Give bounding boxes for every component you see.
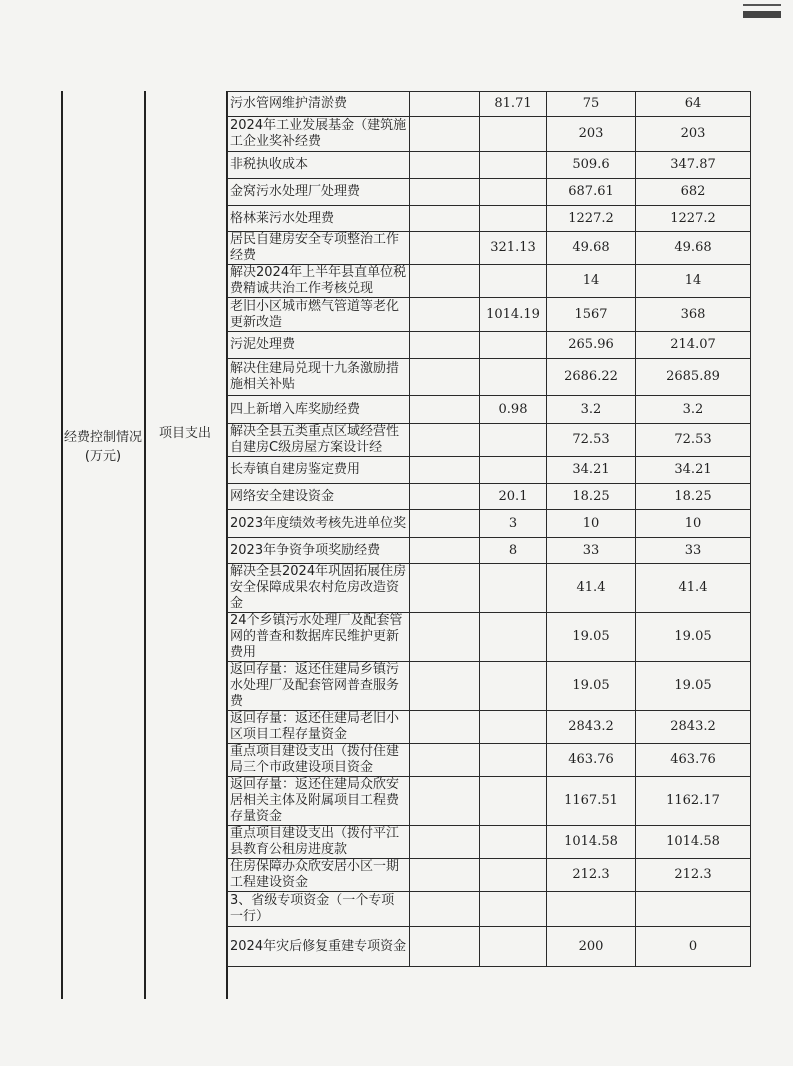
table-row xyxy=(228,232,751,265)
column3-cell: 212.3 xyxy=(547,859,636,892)
column3-cell: 2843.2 xyxy=(547,711,636,744)
column3-cell: 41.4 xyxy=(547,564,636,613)
item-name-cell: 解决住建局兑现十九条激励措施相关补贴 xyxy=(228,359,410,396)
column1-cell xyxy=(410,927,480,967)
item-name-cell: 返回存量：返还住建局乡镇污水处理厂及配套管网普查服务费 xyxy=(228,662,410,711)
column2-cell xyxy=(480,424,547,457)
column4-cell: 19.05 xyxy=(636,662,751,711)
column3-cell: 1227.2 xyxy=(547,206,636,232)
column2-cell xyxy=(480,859,547,892)
table-row xyxy=(228,510,751,538)
item-name-cell: 网络安全建设资金 xyxy=(228,484,410,510)
category-label: 经费控制情况(万元) xyxy=(64,430,143,464)
item-name-cell: 金窝污水处理厂处理费 xyxy=(228,179,410,206)
item-name-cell: 解决2024年上半年县直单位税费精诚共治工作考核兑现 xyxy=(228,265,410,298)
item-name-cell: 24个乡镇污水处理厂及配套管网的普查和数据库民维护更新费用 xyxy=(228,613,410,662)
column3-cell xyxy=(547,892,636,927)
column4-cell: 72.53 xyxy=(636,424,751,457)
item-name-cell: 住房保障办众欣安居小区一期工程建设资金 xyxy=(228,859,410,892)
table-row xyxy=(228,424,751,457)
item-name-cell: 重点项目建设支出（拨付平江县教育公租房进度款 xyxy=(228,826,410,859)
column3-cell: 200 xyxy=(547,927,636,967)
column2-cell xyxy=(480,777,547,826)
table-row xyxy=(228,892,751,927)
item-name-cell: 污水管网维护清淤费 xyxy=(228,92,410,117)
table-row xyxy=(228,332,751,359)
column1-cell xyxy=(410,564,480,613)
column4-cell: 33 xyxy=(636,538,751,564)
column2-cell xyxy=(480,332,547,359)
item-name-cell: 四上新增入库奖励经费 xyxy=(228,396,410,424)
item-name-cell: 返回存量：返还住建局众欣安居相关主体及附属项目工程费存量资金 xyxy=(228,777,410,826)
column2-cell xyxy=(480,711,547,744)
column2-cell xyxy=(480,927,547,967)
column4-cell: 463.76 xyxy=(636,744,751,777)
column1-cell xyxy=(410,265,480,298)
column2-cell xyxy=(480,359,547,396)
column3-cell: 203 xyxy=(547,117,636,152)
column3-cell: 3.2 xyxy=(547,396,636,424)
column4-cell: 2843.2 xyxy=(636,711,751,744)
column1-cell xyxy=(410,232,480,265)
column4-cell: 368 xyxy=(636,298,751,332)
column3-cell: 18.25 xyxy=(547,484,636,510)
column3-cell: 265.96 xyxy=(547,332,636,359)
column3-cell: 33 xyxy=(547,538,636,564)
table-row xyxy=(228,744,751,777)
column4-cell: 49.68 xyxy=(636,232,751,265)
funding-table xyxy=(227,91,751,967)
item-name-cell: 返回存量：返还住建局老旧小区项目工程存量资金 xyxy=(228,711,410,744)
column4-cell: 1014.58 xyxy=(636,826,751,859)
column3-cell: 1014.58 xyxy=(547,826,636,859)
column4-cell: 10 xyxy=(636,510,751,538)
item-name-cell: 重点项目建设支出（拨付住建局三个市政建设项目资金 xyxy=(228,744,410,777)
table-row xyxy=(228,927,751,967)
column1-cell xyxy=(410,457,480,484)
item-name-cell: 2024年工业发展基金（建筑施工企业奖补经费 xyxy=(228,117,410,152)
column4-cell: 2685.89 xyxy=(636,359,751,396)
column1-cell xyxy=(410,662,480,711)
table-row xyxy=(228,564,751,613)
column4-cell: 14 xyxy=(636,265,751,298)
column4-cell: 41.4 xyxy=(636,564,751,613)
column4-cell: 682 xyxy=(636,179,751,206)
item-name-cell: 污泥处理费 xyxy=(228,332,410,359)
table-row xyxy=(228,826,751,859)
column1-cell xyxy=(410,859,480,892)
column3-cell: 72.53 xyxy=(547,424,636,457)
table-row xyxy=(228,206,751,232)
table-row xyxy=(228,298,751,332)
column2-cell xyxy=(480,265,547,298)
item-name-cell: 老旧小区城市燃气管道等老化更新改造 xyxy=(228,298,410,332)
column3-cell: 34.21 xyxy=(547,457,636,484)
column2-cell: 321.13 xyxy=(480,232,547,265)
column1-cell xyxy=(410,117,480,152)
column3-cell: 509.6 xyxy=(547,152,636,179)
column4-cell xyxy=(636,892,751,927)
column1-cell xyxy=(410,298,480,332)
table-row xyxy=(228,613,751,662)
column2-cell: 1014.19 xyxy=(480,298,547,332)
column2-cell: 20.1 xyxy=(480,484,547,510)
item-name-cell: 格林莱污水处理费 xyxy=(228,206,410,232)
column1-cell xyxy=(410,892,480,927)
table-row xyxy=(228,92,751,117)
column2-cell xyxy=(480,564,547,613)
table-border-col1 xyxy=(144,91,146,999)
item-name-cell: 3、省级专项资金（一个专项一行） xyxy=(228,892,410,927)
table-row xyxy=(228,457,751,484)
column1-cell xyxy=(410,152,480,179)
column1-cell xyxy=(410,510,480,538)
column3-cell: 49.68 xyxy=(547,232,636,265)
column4-cell: 1162.17 xyxy=(636,777,751,826)
table-row xyxy=(228,359,751,396)
column2-cell xyxy=(480,826,547,859)
column1-cell xyxy=(410,179,480,206)
column3-cell: 10 xyxy=(547,510,636,538)
column1-cell xyxy=(410,332,480,359)
table-row xyxy=(228,538,751,564)
column2-cell xyxy=(480,152,547,179)
column2-cell: 3 xyxy=(480,510,547,538)
column1-cell xyxy=(410,826,480,859)
column2-cell: 0.98 xyxy=(480,396,547,424)
table-row xyxy=(228,859,751,892)
column4-cell: 0 xyxy=(636,927,751,967)
table-row xyxy=(228,711,751,744)
item-name-cell: 2023年度绩效考核先进单位奖 xyxy=(228,510,410,538)
item-name-cell: 解决全县2024年巩固拓展住房安全保障成果农村危房改造资金 xyxy=(228,564,410,613)
table-row xyxy=(228,662,751,711)
column2-cell xyxy=(480,206,547,232)
subcategory-label: 项目支出 xyxy=(158,426,211,441)
column2-cell xyxy=(480,892,547,927)
column3-cell: 1567 xyxy=(547,298,636,332)
column3-cell: 75 xyxy=(547,92,636,117)
item-name-cell: 2023年争资争项奖励经费 xyxy=(228,538,410,564)
item-name-cell: 居民自建房安全专项整治工作经费 xyxy=(228,232,410,265)
column4-cell: 214.07 xyxy=(636,332,751,359)
column1-cell xyxy=(410,424,480,457)
table-row xyxy=(228,396,751,424)
binder-clip-mark-icon xyxy=(743,4,781,18)
column4-cell: 19.05 xyxy=(636,613,751,662)
column2-cell: 8 xyxy=(480,538,547,564)
column1-cell xyxy=(410,613,480,662)
funding-table-body xyxy=(228,92,751,967)
column3-cell: 2686.22 xyxy=(547,359,636,396)
table-row xyxy=(228,777,751,826)
column3-cell: 687.61 xyxy=(547,179,636,206)
column1-cell xyxy=(410,484,480,510)
table-row xyxy=(228,265,751,298)
column3-cell: 1167.51 xyxy=(547,777,636,826)
table-row xyxy=(228,179,751,206)
column1-cell xyxy=(410,396,480,424)
column4-cell: 1227.2 xyxy=(636,206,751,232)
column3-cell: 19.05 xyxy=(547,613,636,662)
column2-cell xyxy=(480,457,547,484)
column4-cell: 203 xyxy=(636,117,751,152)
column3-cell: 19.05 xyxy=(547,662,636,711)
column4-cell: 34.21 xyxy=(636,457,751,484)
column1-cell xyxy=(410,744,480,777)
column2-cell xyxy=(480,179,547,206)
column1-cell xyxy=(410,359,480,396)
column1-cell xyxy=(410,538,480,564)
column2-cell xyxy=(480,613,547,662)
column1-cell xyxy=(410,777,480,826)
column4-cell: 3.2 xyxy=(636,396,751,424)
column4-cell: 18.25 xyxy=(636,484,751,510)
column3-cell: 463.76 xyxy=(547,744,636,777)
item-name-cell: 解决全县五类重点区域经营性自建房C级房屋方案设计经 xyxy=(228,424,410,457)
table-row xyxy=(228,484,751,510)
column1-cell xyxy=(410,711,480,744)
column3-cell: 14 xyxy=(547,265,636,298)
table-row xyxy=(228,117,751,152)
column4-cell: 347.87 xyxy=(636,152,751,179)
column1-cell xyxy=(410,92,480,117)
column4-cell: 212.3 xyxy=(636,859,751,892)
column4-cell: 64 xyxy=(636,92,751,117)
column2-cell xyxy=(480,662,547,711)
item-name-cell: 长寿镇自建房鉴定费用 xyxy=(228,457,410,484)
table-border-left xyxy=(61,91,63,999)
column1-cell xyxy=(410,206,480,232)
item-name-cell: 非税执收成本 xyxy=(228,152,410,179)
table-row xyxy=(228,152,751,179)
column2-cell xyxy=(480,744,547,777)
column2-cell xyxy=(480,117,547,152)
column2-cell: 81.71 xyxy=(480,92,547,117)
item-name-cell: 2024年灾后修复重建专项资金 xyxy=(228,927,410,967)
